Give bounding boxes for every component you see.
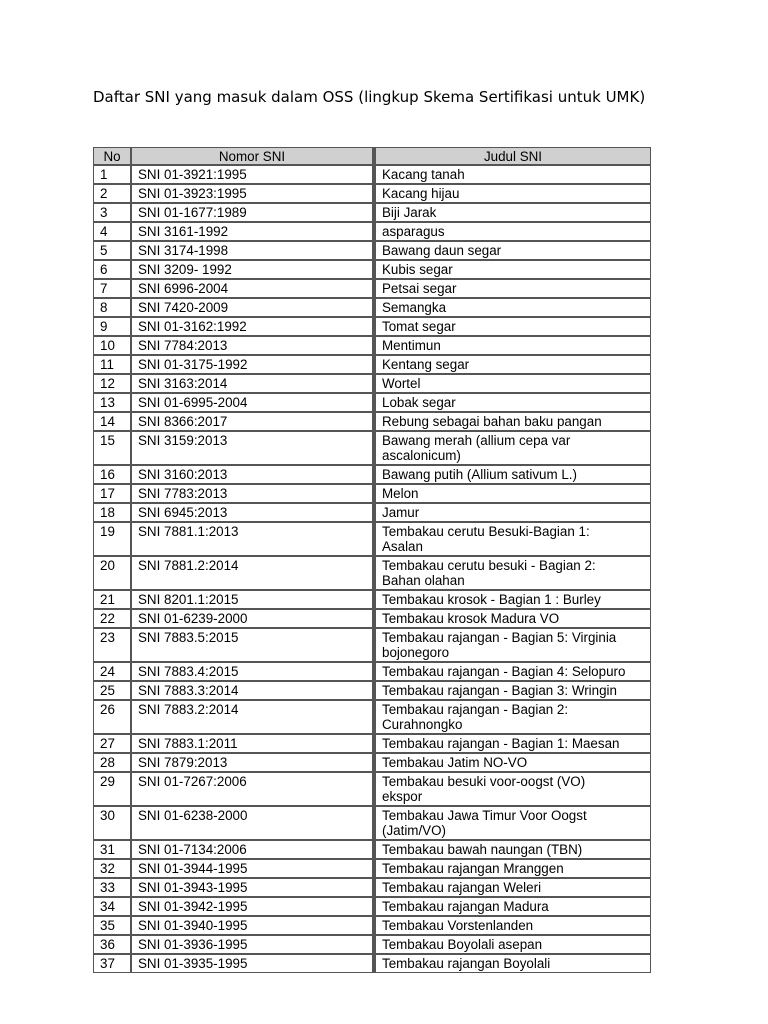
table-body <box>93 165 651 973</box>
cell-nomor-sni: SNI 7420-2009 <box>131 298 374 317</box>
cell-judul-sni: Mentimun <box>374 336 651 355</box>
cell-no: 37 <box>93 954 131 973</box>
cell-no: 28 <box>93 753 131 772</box>
cell-no: 2 <box>93 184 131 203</box>
cell-nomor-sni: SNI 7883.3:2014 <box>131 681 374 700</box>
cell-no: 18 <box>93 503 131 522</box>
cell-judul-sni: Tembakau rajangan - Bagian 2: Curahnongko <box>374 700 651 734</box>
cell-no: 23 <box>93 628 131 662</box>
table-row <box>93 628 651 662</box>
cell-nomor-sni: SNI 7883.5:2015 <box>131 628 374 662</box>
cell-nomor-sni: SNI 7883.4:2015 <box>131 662 374 681</box>
document-title: Daftar SNI yang masuk dalam OSS (lingkup Skema Sertifikasi untuk UMK) <box>93 88 646 106</box>
cell-nomor-sni: SNI 7883.2:2014 <box>131 700 374 734</box>
table-row <box>93 412 651 431</box>
table-row <box>93 298 651 317</box>
cell-nomor-sni: SNI 01-7134:2006 <box>131 840 374 859</box>
table-row <box>93 806 651 840</box>
header-judul-sni: Judul SNI <box>374 147 651 165</box>
cell-no: 13 <box>93 393 131 412</box>
table-row <box>93 317 651 336</box>
table-header-row <box>93 147 651 165</box>
table-row <box>93 609 651 628</box>
cell-judul-sni: Tembakau Boyolali asepan <box>374 935 651 954</box>
cell-nomor-sni: SNI 01-3935-1995 <box>131 954 374 973</box>
table-row <box>93 241 651 260</box>
header-nomor-sni: Nomor SNI <box>131 147 374 165</box>
table-row <box>93 878 651 897</box>
cell-no: 6 <box>93 260 131 279</box>
cell-judul-sni: Tembakau Vorstenlanden <box>374 916 651 935</box>
table-row <box>93 374 651 393</box>
cell-nomor-sni: SNI 3163:2014 <box>131 374 374 393</box>
cell-judul-sni: Kentang segar <box>374 355 651 374</box>
cell-nomor-sni: SNI 3174-1998 <box>131 241 374 260</box>
table-row <box>93 503 651 522</box>
cell-nomor-sni: SNI 8366:2017 <box>131 412 374 431</box>
cell-nomor-sni: SNI 01-6238-2000 <box>131 806 374 840</box>
cell-no: 22 <box>93 609 131 628</box>
cell-no: 17 <box>93 484 131 503</box>
cell-judul-sni: Tembakau krosok - Bagian 1 : Burley <box>374 590 651 609</box>
table-row <box>93 916 651 935</box>
cell-judul-sni: Kacang tanah <box>374 165 651 184</box>
cell-judul-sni: Kubis segar <box>374 260 651 279</box>
cell-no: 35 <box>93 916 131 935</box>
cell-no: 20 <box>93 556 131 590</box>
cell-nomor-sni: SNI 7883.1:2011 <box>131 734 374 753</box>
table-row <box>93 954 651 973</box>
cell-judul-sni: Tembakau rajangan Weleri <box>374 878 651 897</box>
cell-judul-sni: Tembakau rajangan Mranggen <box>374 859 651 878</box>
cell-no: 1 <box>93 165 131 184</box>
cell-judul-sni: Tomat segar <box>374 317 651 336</box>
table-row <box>93 484 651 503</box>
table-row <box>93 279 651 298</box>
cell-judul-sni: Petsai segar <box>374 279 651 298</box>
table-row <box>93 165 651 184</box>
cell-nomor-sni: SNI 01-3162:1992 <box>131 317 374 336</box>
cell-judul-sni: Lobak segar <box>374 393 651 412</box>
cell-no: 7 <box>93 279 131 298</box>
cell-judul-sni: Kacang hijau <box>374 184 651 203</box>
sni-table <box>93 147 651 973</box>
cell-no: 33 <box>93 878 131 897</box>
cell-nomor-sni: SNI 7784:2013 <box>131 336 374 355</box>
cell-judul-sni: Tembakau krosok Madura VO <box>374 609 651 628</box>
cell-no: 14 <box>93 412 131 431</box>
cell-no: 34 <box>93 897 131 916</box>
cell-nomor-sni: SNI 01-3943-1995 <box>131 878 374 897</box>
table-row <box>93 184 651 203</box>
cell-no: 10 <box>93 336 131 355</box>
table-row <box>93 681 651 700</box>
cell-nomor-sni: SNI 3209- 1992 <box>131 260 374 279</box>
table-row <box>93 465 651 484</box>
table-row <box>93 897 651 916</box>
table-row <box>93 393 651 412</box>
cell-no: 32 <box>93 859 131 878</box>
table-row <box>93 260 651 279</box>
table-row <box>93 336 651 355</box>
cell-judul-sni: Rebung sebagai bahan baku pangan <box>374 412 651 431</box>
cell-judul-sni: asparagus <box>374 222 651 241</box>
table-row <box>93 700 651 734</box>
cell-no: 15 <box>93 431 131 465</box>
cell-judul-sni: Tembakau rajangan - Bagian 4: Selopuro <box>374 662 651 681</box>
cell-no: 25 <box>93 681 131 700</box>
cell-no: 29 <box>93 772 131 806</box>
cell-no: 36 <box>93 935 131 954</box>
table-row <box>93 859 651 878</box>
cell-judul-sni: Tembakau rajangan - Bagian 5: Virginia bojonegoro <box>374 628 651 662</box>
cell-nomor-sni: SNI 7879:2013 <box>131 753 374 772</box>
cell-judul-sni: Biji Jarak <box>374 203 651 222</box>
cell-judul-sni: Bawang daun segar <box>374 241 651 260</box>
cell-judul-sni: Bawang putih (Allium sativum L.) <box>374 465 651 484</box>
cell-no: 27 <box>93 734 131 753</box>
cell-judul-sni: Tembakau rajangan Boyolali <box>374 954 651 973</box>
table-row <box>93 431 651 465</box>
table-row <box>93 935 651 954</box>
cell-nomor-sni: SNI 3159:2013 <box>131 431 374 465</box>
cell-nomor-sni: SNI 01-6995-2004 <box>131 393 374 412</box>
cell-judul-sni: Melon <box>374 484 651 503</box>
cell-no: 30 <box>93 806 131 840</box>
cell-no: 24 <box>93 662 131 681</box>
cell-nomor-sni: SNI 3161-1992 <box>131 222 374 241</box>
cell-no: 9 <box>93 317 131 336</box>
table-row <box>93 734 651 753</box>
cell-no: 8 <box>93 298 131 317</box>
cell-judul-sni: Semangka <box>374 298 651 317</box>
cell-judul-sni: Tembakau rajangan - Bagian 3: Wringin <box>374 681 651 700</box>
cell-judul-sni: Tembakau rajangan Madura <box>374 897 651 916</box>
table-row <box>93 753 651 772</box>
cell-judul-sni: Bawang merah (allium cepa var ascalonicum) <box>374 431 651 465</box>
cell-nomor-sni: SNI 6945:2013 <box>131 503 374 522</box>
cell-judul-sni: Jamur <box>374 503 651 522</box>
cell-no: 11 <box>93 355 131 374</box>
cell-no: 3 <box>93 203 131 222</box>
cell-nomor-sni: SNI 01-3175-1992 <box>131 355 374 374</box>
cell-judul-sni: Wortel <box>374 374 651 393</box>
cell-judul-sni: Tembakau rajangan - Bagian 1: Maesan <box>374 734 651 753</box>
table-row <box>93 355 651 374</box>
cell-no: 4 <box>93 222 131 241</box>
cell-no: 26 <box>93 700 131 734</box>
cell-nomor-sni: SNI 01-3940-1995 <box>131 916 374 935</box>
cell-nomor-sni: SNI 01-7267:2006 <box>131 772 374 806</box>
table-row <box>93 590 651 609</box>
cell-nomor-sni: SNI 6996-2004 <box>131 279 374 298</box>
cell-nomor-sni: SNI 8201.1:2015 <box>131 590 374 609</box>
cell-nomor-sni: SNI 01-3942-1995 <box>131 897 374 916</box>
cell-judul-sni: Tembakau cerutu besuki - Bagian 2: Bahan olahan <box>374 556 651 590</box>
cell-no: 21 <box>93 590 131 609</box>
cell-judul-sni: Tembakau bawah naungan (TBN) <box>374 840 651 859</box>
table-row <box>93 522 651 556</box>
cell-nomor-sni: SNI 7783:2013 <box>131 484 374 503</box>
cell-judul-sni: Tembakau cerutu Besuki-Bagian 1: Asalan <box>374 522 651 556</box>
table-row <box>93 662 651 681</box>
cell-no: 12 <box>93 374 131 393</box>
table-row <box>93 772 651 806</box>
cell-nomor-sni: SNI 3160:2013 <box>131 465 374 484</box>
cell-judul-sni: Tembakau Jatim NO-VO <box>374 753 651 772</box>
cell-judul-sni: Tembakau besuki voor-oogst (VO) ekspor <box>374 772 651 806</box>
cell-no: 31 <box>93 840 131 859</box>
table-row <box>93 203 651 222</box>
cell-judul-sni: Tembakau Jawa Timur Voor Oogst (Jatim/VO) <box>374 806 651 840</box>
cell-nomor-sni: SNI 01-3921:1995 <box>131 165 374 184</box>
table-row <box>93 222 651 241</box>
cell-nomor-sni: SNI 01-3944-1995 <box>131 859 374 878</box>
cell-nomor-sni: SNI 01-6239-2000 <box>131 609 374 628</box>
cell-nomor-sni: SNI 01-1677:1989 <box>131 203 374 222</box>
table-row <box>93 556 651 590</box>
cell-nomor-sni: SNI 7881.1:2013 <box>131 522 374 556</box>
cell-no: 5 <box>93 241 131 260</box>
cell-no: 19 <box>93 522 131 556</box>
cell-nomor-sni: SNI 01-3936-1995 <box>131 935 374 954</box>
header-no: No <box>93 147 131 165</box>
cell-nomor-sni: SNI 01-3923:1995 <box>131 184 374 203</box>
cell-no: 16 <box>93 465 131 484</box>
table-row <box>93 840 651 859</box>
cell-nomor-sni: SNI 7881.2:2014 <box>131 556 374 590</box>
